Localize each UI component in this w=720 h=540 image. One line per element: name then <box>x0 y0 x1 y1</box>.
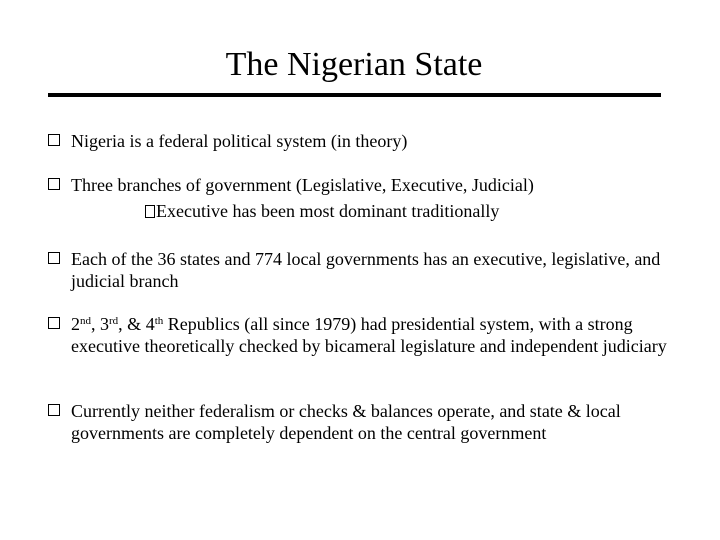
bullet-text: 2nd, 3rd, & 4th Republics (all since 1979) had presidential system, with a strong executive theoretically checked by bicameral legislature and independent judiciary <box>71 314 667 356</box>
title-divider <box>48 93 661 97</box>
bullet-item-4 <box>48 313 668 357</box>
bullet-text: Three branches of government (Legislative, Executive, Judicial) <box>71 175 534 195</box>
sub-bullet-box-icon <box>145 205 155 218</box>
bullet-text: Nigeria is a federal political system (in theory) <box>71 131 408 151</box>
bullet-box-icon <box>48 404 60 416</box>
bullet-item-3 <box>48 248 668 292</box>
bullet-item-1 <box>48 130 668 152</box>
bullet-box-icon <box>48 317 60 329</box>
sub-bullet-text: Executive has been most dominant traditionally <box>156 201 500 221</box>
sub-bullet-item <box>145 200 499 222</box>
bullet-box-icon <box>48 134 60 146</box>
bullet-box-icon <box>48 178 60 190</box>
slide-title: The Nigerian State <box>225 46 483 83</box>
bullet-text: Each of the 36 states and 774 local governments has an executive, legislative, and judicial branch <box>71 249 661 291</box>
bullet-item-5 <box>48 400 668 444</box>
bullet-text: Currently neither federalism or checks & balances operate, and state & local governments are completely dependent on the central government <box>71 401 621 443</box>
bullet-box-icon <box>48 252 60 264</box>
bullet-item-2 <box>48 174 668 196</box>
